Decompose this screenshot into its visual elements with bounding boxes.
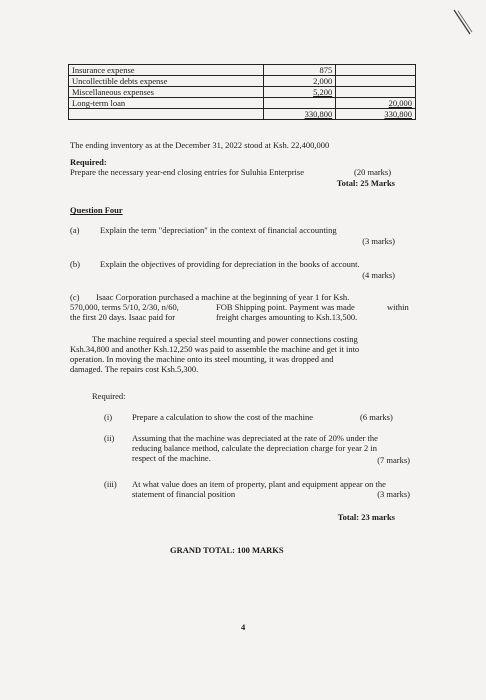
credit-total-text: 330,800 — [384, 109, 412, 119]
table-row — [69, 65, 416, 76]
required-marks: (20 marks) — [354, 167, 392, 177]
debit-amount — [264, 87, 336, 98]
part-b-marks: (4 marks) — [362, 270, 395, 280]
part-a-marks: (3 marks) — [362, 236, 395, 246]
credit-amount — [336, 65, 416, 76]
item-iii-marks: (3 marks) — [377, 489, 410, 499]
item-iii-line2: statement of financial position — [132, 489, 236, 499]
debit-amount-text: 5,200 — [313, 87, 333, 97]
account-name: Uncollectible debts expense — [69, 76, 264, 87]
page-number: 4 — [241, 622, 246, 632]
required-total: Total: 25 Marks — [336, 178, 395, 188]
question-four-heading: Question Four — [70, 205, 123, 215]
table-row — [69, 87, 416, 98]
table-row — [69, 98, 416, 109]
part-c-line2c: within — [387, 302, 409, 312]
required-heading: Required: — [70, 157, 107, 167]
credit-amount — [336, 98, 416, 109]
item-ii-line1: Assuming that the machine was depreciated at the rate of 20% under the — [132, 433, 378, 443]
item-i-marks: (6 marks) — [360, 412, 393, 422]
part-c-line3a: the first 20 days. Isaac paid for — [70, 312, 176, 322]
totals-row — [69, 109, 416, 120]
part-c-line2a: 570,000, terms 5/10, 2/30, n/60, — [70, 302, 179, 312]
part-b-text: Explain the objectives of providing for depreciation in the books of account. — [100, 259, 360, 269]
debit-total-text: 330,800 — [304, 109, 333, 119]
credit-amount — [336, 87, 416, 98]
part-c-para2-line3: operation. In moving the machine onto its steel mounting, it was dropped and — [70, 354, 334, 364]
item-iii-line1: At what value does an item of property, plant and equipment appear on the — [132, 479, 386, 489]
debit-amount: 2,000 — [264, 76, 336, 87]
grand-total: GRAND TOTAL: 100 MARKS — [170, 545, 284, 555]
item-ii-line2: reducing balance method, calculate the depreciation charge for year 2 in — [132, 443, 378, 453]
credit-total — [336, 109, 416, 120]
trial-balance-table — [68, 64, 416, 120]
part-c-para2-line2: Ksh.34,800 and another Ksh.12,250 was paid to assemble the machine and get it into — [70, 344, 360, 354]
question-four-total: Total: 23 marks — [337, 512, 395, 522]
part-c-line3b: freight charges amounting to Ksh.13,500. — [216, 312, 358, 322]
debit-amount — [264, 98, 336, 109]
part-a-text: Explain the term "depreciation" in the context of financial accounting — [100, 225, 337, 235]
debit-amount: 875 — [264, 65, 336, 76]
item-ii-line3: respect of the machine. — [132, 453, 211, 463]
part-b-label: (b) — [70, 259, 80, 269]
item-iii-label: (iii) — [104, 479, 117, 489]
required-text: Prepare the necessary year-end closing entries for Suluhia Enterprise — [70, 167, 304, 177]
pen-stroke-mark — [452, 8, 474, 38]
account-name: Insurance expense — [69, 65, 264, 76]
part-c-required: Required: — [92, 391, 126, 401]
part-c-para2-line1: The machine required a special steel mounting and power connections costing — [92, 334, 358, 344]
part-c-line1: Isaac Corporation purchased a machine at the beginning of year 1 for Ksh. — [96, 292, 350, 302]
debit-total — [264, 109, 336, 120]
totals-label-cell — [69, 109, 264, 120]
credit-amount-text: 20,000 — [388, 98, 412, 108]
item-ii-label: (ii) — [104, 433, 115, 443]
part-a-label: (a) — [70, 225, 80, 235]
part-c-para2-line4: damaged. The repairs cost Ksh.5,300. — [70, 364, 199, 374]
table-row — [69, 76, 416, 87]
account-name: Miscellaneous expenses — [69, 87, 264, 98]
part-c-line2b: FOB Shipping point. Payment was made — [216, 302, 355, 312]
part-c-label: (c) — [70, 292, 80, 302]
item-i-text: Prepare a calculation to show the cost of the machine — [132, 412, 314, 422]
item-ii-marks: (7 marks) — [377, 455, 410, 465]
credit-amount — [336, 76, 416, 87]
item-i-label: (i) — [104, 412, 113, 422]
account-name: Long-term loan — [69, 98, 264, 109]
ending-inventory-note: The ending inventory as at the December 31, 2022 stood at Ksh. 22,400,000 — [70, 140, 330, 150]
